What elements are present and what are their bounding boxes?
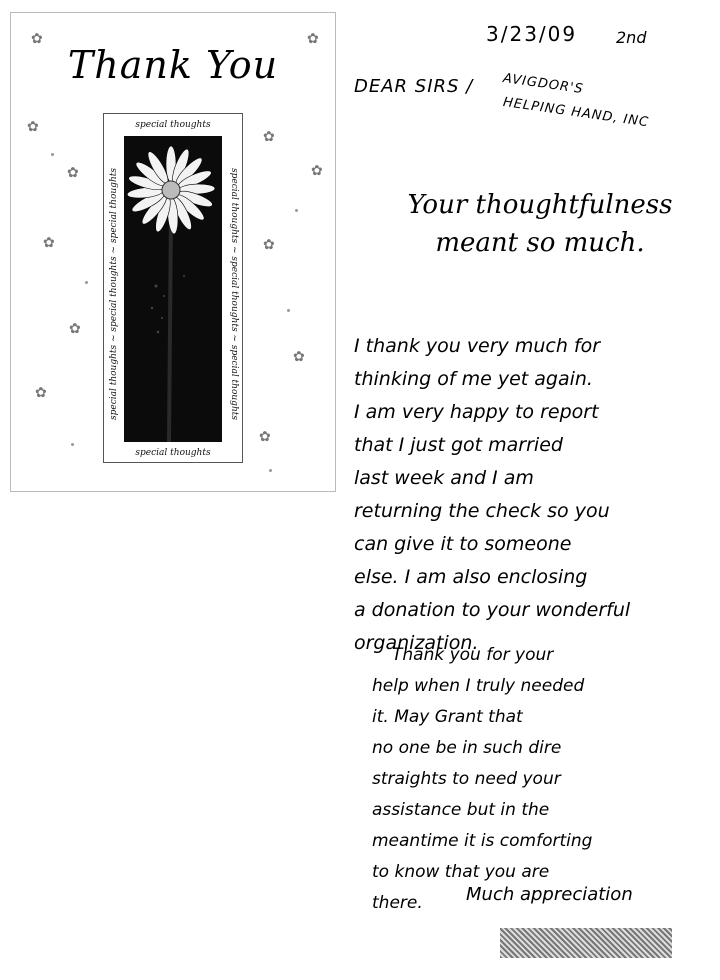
emboss-dot <box>85 281 88 284</box>
letter-line: returning the check so you <box>354 500 610 522</box>
recipient-name: AVIGDOR'S <box>502 71 585 98</box>
flower-emboss-icon: ✿ <box>67 165 79 181</box>
letter-date: 3/23/09 <box>486 22 578 46</box>
printed-line-2: meant so much. <box>435 228 645 258</box>
frame-text-top: special thoughts <box>135 120 211 130</box>
letter-line: thinking of me yet again. <box>354 368 593 390</box>
flower-emboss-icon: ✿ <box>311 163 323 179</box>
flower-emboss-icon: ✿ <box>263 129 275 145</box>
letter-line: help when I truly needed <box>372 676 585 696</box>
letter-line: else. I am also enclosing <box>354 566 588 588</box>
flower-emboss-icon: ✿ <box>69 321 81 337</box>
emboss-dot <box>287 309 290 312</box>
frame-text-right: special thoughts ~ special thoughts ~ special thoughts <box>229 168 239 420</box>
letter-line: organization. <box>354 632 479 654</box>
letter-line: no one be in such dire <box>372 738 562 758</box>
flower-emboss-icon: ✿ <box>31 31 43 47</box>
letter-line: a donation to your wonderful <box>354 599 631 621</box>
redacted-signature <box>500 928 672 958</box>
printed-message <box>380 190 700 258</box>
letter-line: Thank you for your <box>392 645 554 665</box>
frame-text-left: special thoughts ~ special thoughts ~ special thoughts <box>109 168 119 420</box>
letter-line: that I just got married <box>354 434 563 456</box>
letter-paragraph-1 <box>354 330 630 660</box>
greeting-salutation: DEAR SIRS / <box>354 76 474 97</box>
card-image-frame <box>103 113 243 463</box>
letter-line: assistance but in the <box>372 800 550 820</box>
recipient-org: HELPING HAND, INC <box>502 95 650 131</box>
letter-line: I am very happy to report <box>354 401 599 423</box>
card-title: Thank You <box>67 43 279 87</box>
letter-line: last week and I am <box>354 467 534 489</box>
flower-emboss-icon: ✿ <box>27 119 39 135</box>
flower-emboss-icon: ✿ <box>43 235 55 251</box>
flower-emboss-icon: ✿ <box>293 349 305 365</box>
letter-line: can give it to someone <box>354 533 572 555</box>
flower-emboss-icon: ✿ <box>307 31 319 47</box>
letter-line: meantime it is comforting <box>372 831 593 851</box>
emboss-dot <box>51 153 54 156</box>
letter-line: there. <box>372 893 423 913</box>
letter-line: it. May Grant that <box>372 707 523 727</box>
flower-emboss-icon: ✿ <box>263 237 275 253</box>
card-image-panel <box>124 136 222 442</box>
greeting <box>354 71 650 131</box>
flower-emboss-icon: ✿ <box>259 429 271 445</box>
closing: Much appreciation <box>466 884 633 905</box>
letter-line: straights to need your <box>372 769 561 789</box>
emboss-dot <box>269 469 272 472</box>
letter-line: to know that you are <box>372 862 550 882</box>
flower-emboss-icon: ✿ <box>35 385 47 401</box>
emboss-dot <box>71 443 74 446</box>
printed-line-1: Your thoughtfulness <box>407 190 673 220</box>
letter-line: I thank you very much for <box>354 335 601 357</box>
copy-mark: 2nd <box>616 28 647 47</box>
frame-text-bottom: special thoughts <box>135 448 211 458</box>
card-front <box>10 12 336 492</box>
daisy-icon <box>124 136 222 442</box>
emboss-dot <box>295 209 298 212</box>
letter-paragraph-2 <box>372 640 592 919</box>
